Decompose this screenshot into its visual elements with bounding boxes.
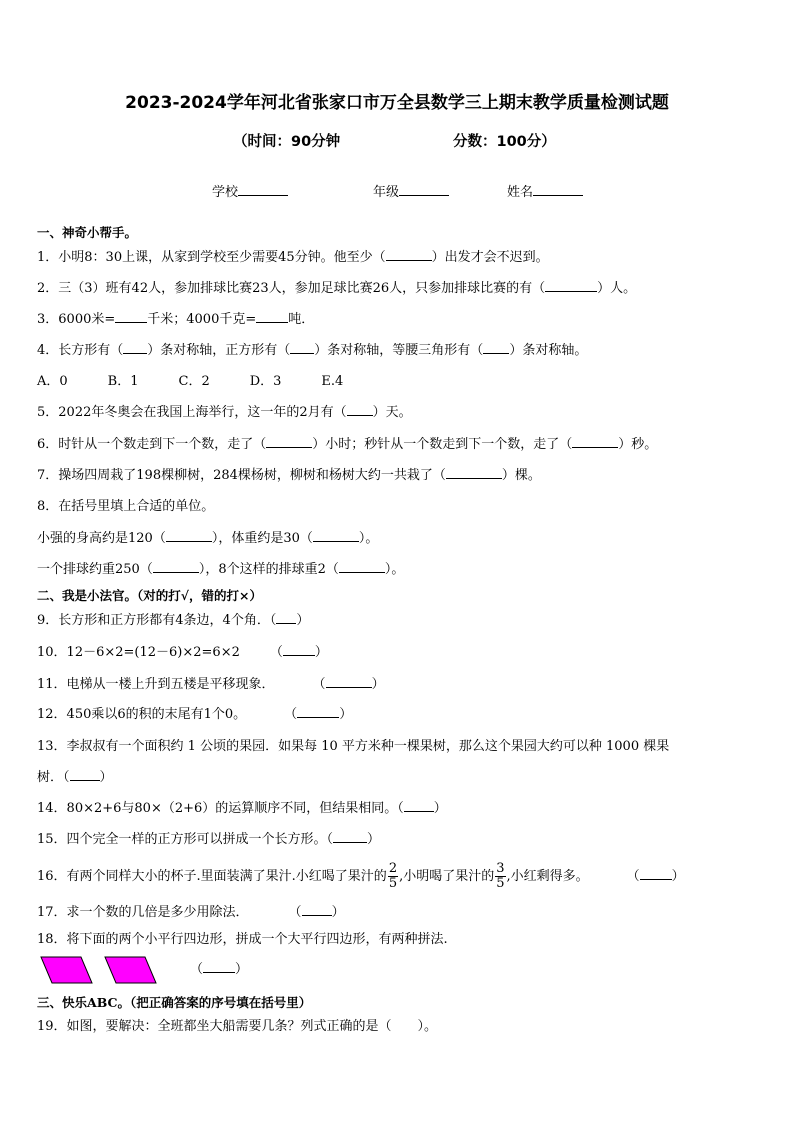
question-8-line-2: 一个排球约重250（ ），8个这样的排球重2（ ）。 <box>37 562 405 577</box>
question-9: 9．长方形和正方形都有4条边，4个角．（ ） <box>37 613 310 628</box>
question-2: 2．三（3）班有42人，参加排球比赛23人，参加足球比赛26人，只参加排球比赛的有（ ）人。 <box>37 281 637 296</box>
answer-blank[interactable] <box>297 717 339 718</box>
question-12: 12．450乘以6的积的末尾有1个0。 （ ） <box>37 707 353 722</box>
question-4-options <box>37 373 343 391</box>
question-16: 16．有两个同样大小的杯子.里面装满了果汁.小红喝了果汁的 $\frac{2}{5}$ ,小明喝了果汁的 $\frac{3}{5}$ ,小红剩得多。 （ ） <box>37 861 685 891</box>
answer-blank[interactable] <box>333 842 367 843</box>
answer-blank[interactable] <box>203 972 235 973</box>
answer-blank[interactable] <box>640 879 672 880</box>
answer-blank[interactable] <box>153 572 199 573</box>
option-e[interactable]: E.4 <box>321 374 344 389</box>
section-1-heading: 一、神奇小帮手。 <box>37 225 138 240</box>
question-10: 10．12－6×2=(12－6)×2=6×2 （ ） <box>37 645 328 660</box>
page-title: 2023-2024学年河北省张家口市万全县数学三上期末教学质量检测试题 <box>125 93 669 113</box>
option-a[interactable]: A．0 <box>37 374 68 389</box>
question-13-cont: 树．（ ） <box>37 770 113 785</box>
name-label: 姓名 <box>507 185 534 200</box>
question-7: 7．操场四周栽了198棵柳树，284棵杨树，柳树和杨树大约一共栽了（ ）棵。 <box>37 468 541 483</box>
school-field[interactable] <box>212 181 288 200</box>
question-19: 19．如图，要解决：全班都坐大船需要几条？列式正确的是（ ）。 <box>37 1019 438 1034</box>
question-18-answer: （ ） <box>190 962 249 977</box>
answer-blank[interactable] <box>283 655 315 656</box>
exam-score: 分数：100分） <box>453 134 556 150</box>
exam-time: （时间：90分钟 <box>233 134 341 150</box>
name-blank[interactable] <box>533 195 583 196</box>
question-17: 17．求一个数的几倍是多少用除法． （ ） <box>37 905 345 920</box>
fraction-two-fifths: $\frac{2}{5}$ <box>388 861 398 891</box>
grade-blank[interactable] <box>399 195 449 196</box>
school-blank[interactable] <box>238 195 288 196</box>
parallelogram-left <box>41 957 92 983</box>
answer-blank[interactable] <box>404 811 434 812</box>
answer-blank[interactable] <box>483 353 509 354</box>
answer-blank[interactable] <box>266 447 312 448</box>
option-b[interactable]: B．1 <box>107 374 139 389</box>
question-3: 3．6000米= 千米；4000千克= 吨． <box>37 312 315 327</box>
answer-blank[interactable] <box>572 447 618 448</box>
question-15: 15．四个完全一样的正方形可以拼成一个长方形。（ ） <box>37 832 381 847</box>
question-11: 11．电梯从一楼上升到五楼是平移现象． （ ） <box>37 677 385 692</box>
section-3-heading: 三、快乐ABC。（把正确答案的序号填在括号里） <box>37 995 312 1010</box>
answer-blank[interactable] <box>290 353 314 354</box>
grade-label: 年级 <box>373 185 400 200</box>
question-18: 18．将下面的两个小平行四边形，拼成一个大平行四边形，有两种拼法. <box>37 932 448 947</box>
answer-blank[interactable] <box>326 687 372 688</box>
answer-blank[interactable] <box>386 260 432 261</box>
question-8-line-1: 小强的身高约是120（ ），体重约是30（ ）。 <box>37 531 379 546</box>
answer-blank[interactable] <box>166 541 212 542</box>
question-1: 1．小明8：30上课，从家到学校至少需要45分钟。他至少（ ）出发才会不迟到。 <box>37 250 549 265</box>
answer-blank[interactable] <box>339 572 385 573</box>
school-label: 学校 <box>212 185 239 200</box>
question-5: 5．2022年冬奥会在我国上海举行，这一年的2月有（ ）天。 <box>37 405 412 420</box>
answer-blank[interactable] <box>302 915 332 916</box>
section-2-heading: 二、我是小法官。（对的打√，错的打×） <box>37 588 262 603</box>
answer-blank[interactable] <box>256 322 288 323</box>
answer-blank[interactable] <box>276 623 296 624</box>
answer-blank[interactable] <box>115 322 147 323</box>
parallelogram-right <box>105 957 156 983</box>
option-d[interactable]: D．3 <box>249 374 282 389</box>
option-c[interactable]: C．2 <box>178 374 210 389</box>
answer-blank[interactable] <box>545 291 597 292</box>
parallelograms-figure <box>37 955 757 985</box>
answer-blank[interactable] <box>123 353 147 354</box>
answer-blank[interactable] <box>347 415 373 416</box>
answer-blank[interactable] <box>313 541 359 542</box>
question-14: 14．80×2+6与80×（2+6）的运算顺序不同，但结果相同。（ ） <box>37 801 447 816</box>
name-field[interactable] <box>507 181 583 200</box>
fraction-three-fifths: $\frac{3}{5}$ <box>496 861 505 891</box>
question-6: 6．时针从一个数走到下一个数，走了（ ）小时；秒针从一个数走到下一个数，走了（ ）秒。 <box>37 437 658 452</box>
question-13: 13．李叔叔有一个面积约 1 公顷的果园．如果每 10 平方米种一棵果树，那么这个果园大约可以种 1000 棵果 <box>37 739 670 754</box>
answer-blank[interactable] <box>70 780 100 781</box>
question-8: 8．在括号里填上合适的单位。 <box>37 499 215 514</box>
question-4: 4．长方形有（ ）条对称轴，正方形有（ ）条对称轴，等腰三角形有（ ）条对称轴。 <box>37 343 588 358</box>
grade-field[interactable] <box>373 181 449 200</box>
answer-blank[interactable] <box>446 478 502 479</box>
